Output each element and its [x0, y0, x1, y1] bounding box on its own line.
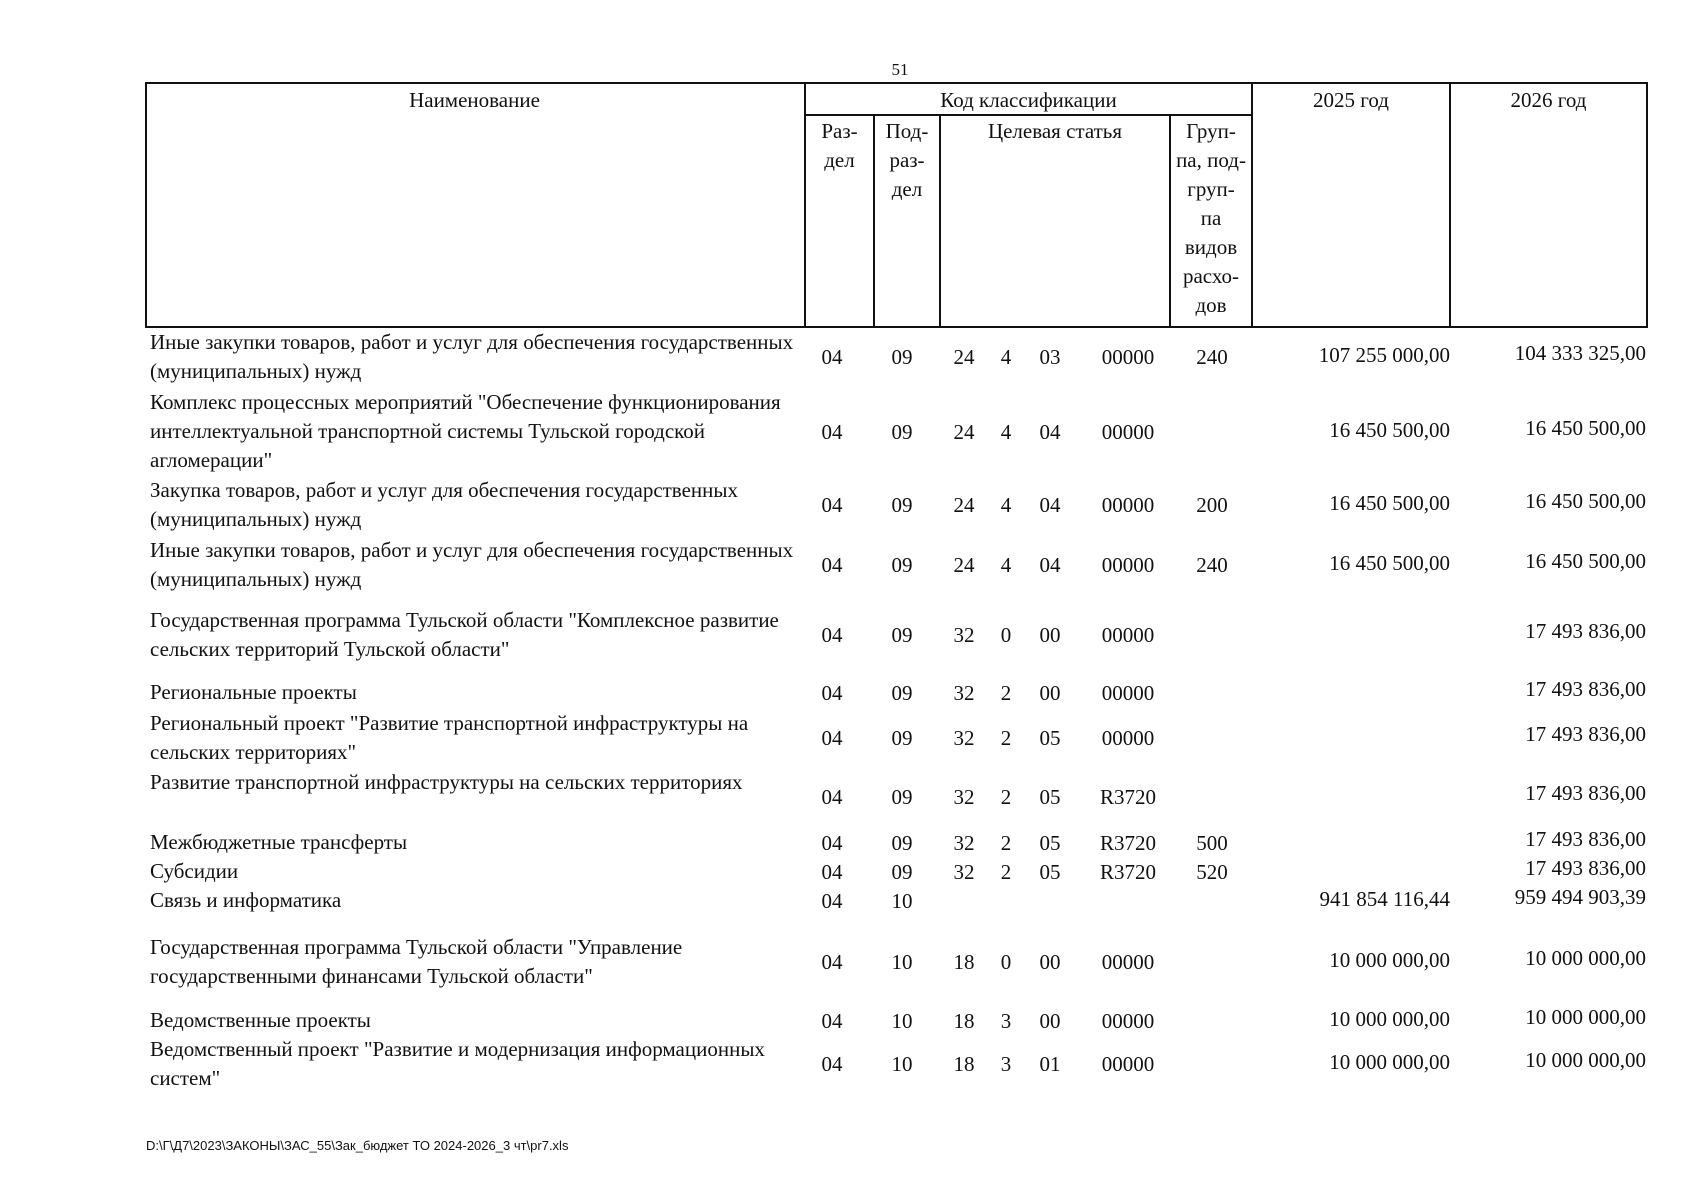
row-name: Закупка товаров, работ и услуг для обеспечения государственных (муниципальных) нужд — [150, 478, 739, 531]
row-value-2026: 16 450 500,00 — [1525, 416, 1646, 440]
row-value-2026: 17 493 836,00 — [1525, 619, 1646, 643]
row-razdel: 04 — [821, 860, 843, 884]
row-podrazdel: 09 — [891, 553, 913, 577]
row-razdel: 04 — [821, 681, 843, 705]
row-podrazdel: 09 — [891, 345, 913, 369]
table-row — [0, 476, 1697, 534]
row-a1: 32 — [953, 785, 975, 809]
row-a3: 04 — [1039, 493, 1061, 517]
row-podrazdel: 09 — [891, 623, 913, 647]
row-a4: 00000 — [1101, 726, 1155, 750]
row-name: Государственная программа Тульской области "Комплексное развитие сельских территорий Тульской области" — [150, 608, 779, 661]
header-article: Целевая статья — [987, 119, 1123, 143]
row-name: Иные закупки товаров, работ и услуг для обеспечения государственных (муниципальных) нужд — [150, 330, 794, 383]
row-podrazdel: 10 — [891, 889, 913, 913]
header-name: Наименование — [409, 88, 540, 112]
row-a1: 32 — [953, 831, 975, 855]
page-number: 51 — [891, 60, 909, 79]
row-a3: 04 — [1039, 420, 1061, 444]
table-row — [0, 828, 1697, 857]
row-a2: 0 — [1000, 950, 1012, 974]
row-razdel: 04 — [821, 493, 843, 517]
row-a1: 32 — [953, 681, 975, 705]
row-value-2025: 941 854 116,44 — [1319, 887, 1450, 911]
row-razdel: 04 — [821, 1009, 843, 1033]
table-row — [0, 1035, 1697, 1093]
row-razdel: 04 — [821, 831, 843, 855]
row-podrazdel: 09 — [891, 860, 913, 884]
table-row — [0, 933, 1697, 991]
row-podrazdel: 09 — [891, 493, 913, 517]
file-path-footer: D:\Г\Д7\2023\ЗАКОНЫ\ЗАС_55\Зак_бюджет ТО 2024-2026_3 чт\pr7.xls — [146, 1138, 569, 1153]
row-a3: 05 — [1039, 860, 1061, 884]
table-row — [0, 328, 1697, 386]
row-a1: 18 — [953, 1009, 975, 1033]
row-a3: 05 — [1039, 831, 1061, 855]
row-a2: 4 — [1000, 420, 1012, 444]
row-razdel: 04 — [821, 553, 843, 577]
table-row — [0, 886, 1697, 915]
row-a4: 00000 — [1101, 681, 1155, 705]
row-podrazdel: 09 — [891, 681, 913, 705]
row-value-2026: 17 493 836,00 — [1525, 856, 1646, 880]
row-razdel: 04 — [821, 420, 843, 444]
row-razdel: 04 — [821, 785, 843, 809]
table-row — [0, 388, 1697, 475]
row-a1: 18 — [953, 950, 975, 974]
row-value-2025: 16 450 500,00 — [1329, 551, 1450, 575]
row-value-2026: 10 000 000,00 — [1525, 946, 1646, 970]
row-a3: 05 — [1039, 785, 1061, 809]
row-group: 240 — [1196, 553, 1228, 577]
row-name: Комплекс процессных мероприятий "Обеспечение функционирования интеллектуальной транспортной системы Тульской городской агломерации" — [150, 390, 781, 472]
row-a4: 00000 — [1101, 1052, 1155, 1076]
row-razdel: 04 — [821, 623, 843, 647]
row-razdel: 04 — [821, 950, 843, 974]
header-year-2026: 2026 год — [1510, 88, 1587, 112]
row-value-2026: 17 493 836,00 — [1525, 781, 1646, 805]
row-a2: 2 — [1000, 726, 1012, 750]
row-a1: 24 — [953, 553, 975, 577]
row-value-2026: 10 000 000,00 — [1525, 1048, 1646, 1072]
row-a3: 00 — [1039, 681, 1061, 705]
row-value-2026: 16 450 500,00 — [1525, 489, 1646, 513]
table-row — [0, 709, 1697, 767]
row-a2: 2 — [1000, 681, 1012, 705]
table-row — [0, 606, 1697, 664]
row-a1: 24 — [953, 493, 975, 517]
row-a2: 4 — [1000, 553, 1012, 577]
row-podrazdel: 10 — [891, 1052, 913, 1076]
table-row — [0, 536, 1697, 594]
row-razdel: 04 — [821, 726, 843, 750]
row-a2: 3 — [1000, 1009, 1012, 1033]
row-a4: R3720 — [1099, 860, 1156, 884]
row-a4: 00000 — [1101, 623, 1155, 647]
row-a4: R3720 — [1099, 785, 1156, 809]
row-value-2025: 16 450 500,00 — [1329, 491, 1450, 515]
row-name: Связь и информатика — [150, 888, 342, 912]
row-a4: 00000 — [1101, 1009, 1155, 1033]
row-value-2026: 959 494 903,39 — [1514, 885, 1646, 909]
row-name: Субсидии — [150, 859, 239, 883]
row-a4: 00000 — [1101, 950, 1155, 974]
table-header — [145, 82, 1648, 328]
header-year-2025: 2025 год — [1313, 88, 1389, 112]
row-podrazdel: 09 — [891, 785, 913, 809]
row-a1: 24 — [953, 420, 975, 444]
row-podrazdel: 10 — [891, 1009, 913, 1033]
row-group: 240 — [1196, 345, 1228, 369]
row-a3: 00 — [1039, 623, 1061, 647]
row-value-2026: 17 493 836,00 — [1525, 722, 1646, 746]
row-a2: 4 — [1000, 345, 1012, 369]
row-name: Региональные проекты — [150, 680, 357, 704]
row-name: Развитие транспортной инфраструктуры на сельских территориях — [150, 770, 743, 794]
row-podrazdel: 10 — [891, 950, 913, 974]
table-row — [0, 768, 1697, 826]
row-group: 200 — [1196, 493, 1228, 517]
header-group: Груп- па, под- груп- па видов расхо- дов — [1176, 119, 1246, 317]
row-a4: 00000 — [1101, 493, 1155, 517]
row-razdel: 04 — [821, 1052, 843, 1076]
table-row — [0, 857, 1697, 886]
row-a4: 00000 — [1101, 553, 1155, 577]
header-classification: Код классификации — [940, 88, 1117, 112]
row-a2: 2 — [1000, 785, 1012, 809]
header-razdel: Раз- дел — [821, 119, 858, 172]
row-name: Региональный проект "Развитие транспортной инфраструктуры на сельских территориях" — [150, 711, 749, 764]
row-a2: 2 — [1000, 831, 1012, 855]
row-a4: 00000 — [1101, 345, 1155, 369]
table-row — [0, 678, 1697, 707]
row-group: 520 — [1196, 860, 1228, 884]
row-podrazdel: 09 — [891, 726, 913, 750]
header-podrazdel: Под- раз- дел — [885, 119, 929, 201]
row-podrazdel: 09 — [891, 831, 913, 855]
row-value-2025: 10 000 000,00 — [1329, 1007, 1450, 1031]
row-podrazdel: 09 — [891, 420, 913, 444]
row-value-2026: 10 000 000,00 — [1525, 1005, 1646, 1029]
row-a4: R3720 — [1099, 831, 1156, 855]
table-row — [0, 1006, 1697, 1035]
row-a2: 2 — [1000, 860, 1012, 884]
row-name: Государственная программа Тульской области "Управление государственными финансами Тульской области" — [150, 935, 683, 988]
row-value-2025: 107 255 000,00 — [1318, 343, 1450, 367]
row-value-2025: 10 000 000,00 — [1329, 1050, 1450, 1074]
row-value-2025: 16 450 500,00 — [1329, 418, 1450, 442]
row-a3: 03 — [1039, 345, 1061, 369]
row-a1: 32 — [953, 860, 975, 884]
row-name: Иные закупки товаров, работ и услуг для обеспечения государственных (муниципальных) нужд — [150, 538, 794, 591]
row-a3: 05 — [1039, 726, 1061, 750]
row-name: Межбюджетные трансферты — [150, 830, 408, 854]
row-a1: 24 — [953, 345, 975, 369]
row-value-2026: 17 493 836,00 — [1525, 677, 1646, 701]
row-group: 500 — [1196, 831, 1228, 855]
row-razdel: 04 — [821, 889, 843, 913]
row-a3: 01 — [1039, 1052, 1061, 1076]
row-a1: 32 — [953, 726, 975, 750]
row-name: Ведомственный проект "Развитие и модернизация информационных систем" — [150, 1037, 765, 1090]
row-a2: 3 — [1000, 1052, 1012, 1076]
row-a3: 00 — [1039, 1009, 1061, 1033]
row-a2: 4 — [1000, 493, 1012, 517]
row-a4: 00000 — [1101, 420, 1155, 444]
row-a2: 0 — [1000, 623, 1012, 647]
row-a3: 00 — [1039, 950, 1061, 974]
row-name: Ведомственные проекты — [150, 1008, 371, 1032]
row-value-2026: 104 333 325,00 — [1514, 341, 1646, 365]
row-a3: 04 — [1039, 553, 1061, 577]
row-a1: 32 — [953, 623, 975, 647]
row-value-2026: 17 493 836,00 — [1525, 827, 1646, 851]
row-value-2026: 16 450 500,00 — [1525, 549, 1646, 573]
row-razdel: 04 — [821, 345, 843, 369]
row-a1: 18 — [953, 1052, 975, 1076]
row-value-2025: 10 000 000,00 — [1329, 948, 1450, 972]
